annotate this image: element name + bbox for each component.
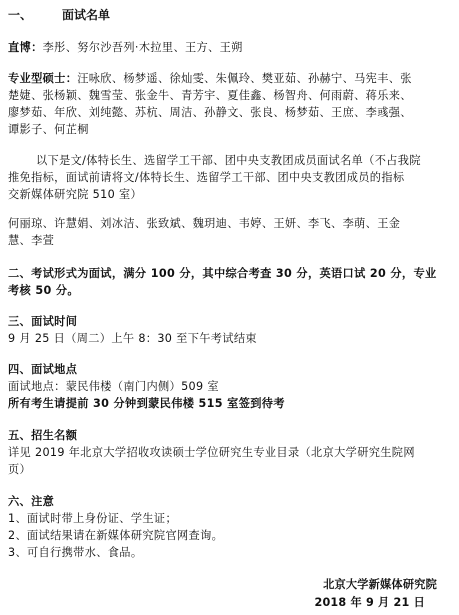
professional-master-names-line: 楚婕、张杨颖、魏雪莹、张金牛、青芳宇、夏佳鑫、杨智舟、何雨蔚、蒋乐来、 <box>8 89 412 102</box>
section5-title: 五、招生名额 <box>8 429 78 442</box>
direct-phd-names: 李彤、努尔沙吾列·木拉里、王方、王朔 <box>42 41 243 54</box>
notice-item: 1、面试时带上身份证、学生证； <box>8 512 177 525</box>
exempt-note-line: 交新媒体研究院 510 室） <box>8 188 143 201</box>
section5-line: 页） <box>8 463 32 476</box>
section1-title: 面试名单 <box>62 8 111 22</box>
direct-phd-label: 直博： <box>8 41 43 54</box>
signature-org: 北京大学新媒体研究院 <box>323 578 437 591</box>
exempt-names-line: 慧、李萱 <box>8 234 55 247</box>
professional-master-names-line: 廖梦茹、年欣、刘纯懿、苏杭、周洁、孙静文、张良、杨梦茹、王庶、李彧强、 <box>8 106 412 119</box>
signature-date: 2018 年 9 月 21 日 <box>314 596 425 609</box>
professional-master-line <box>8 71 412 86</box>
professional-master-label: 专业型硕士： <box>8 72 78 85</box>
exempt-note-line: 以下是文/体特长生、选留学工干部、团中央支教团成员面试名单（不占我院 <box>36 154 421 167</box>
section3-title: 三、面试时间 <box>8 315 78 328</box>
section1-heading <box>8 6 110 23</box>
section3-body: 9 月 25 日（周二）上午 8：30 至下午考试结束 <box>8 332 257 345</box>
section2-title: 二、考试形式为面试，满分 100 分，其中综合考查 30 分，英语口试 20 分，专业 <box>8 267 437 280</box>
section2-title-cont: 考核 50 分。 <box>8 284 79 297</box>
notice-item: 2、面试结果请在新媒体研究院官网查询。 <box>8 529 224 542</box>
notice-item: 3、可自行携带水、食品。 <box>8 546 143 559</box>
section4-notice: 所有考生请提前 30 分钟到蒙民伟楼 515 室签到待考 <box>8 397 285 410</box>
section4-title: 四、面试地点 <box>8 363 78 376</box>
section6-title: 六、注意 <box>8 495 55 508</box>
direct-phd-line <box>8 40 243 55</box>
section1-number: 一、 <box>8 8 33 22</box>
exempt-names-line: 何丽琼、许慧娟、刘冰洁、张致斌、魏玥迪、韦婷、王妍、李飞、李萌、王金 <box>8 217 401 230</box>
professional-master-names-line: 汪咏欣、杨梦遥、徐灿雯、朱佩玲、樊亚茹、孙赫宁、马宪丰、张 <box>77 72 412 85</box>
section5-line: 详见 2019 年北京大学招收攻读硕士学位研究生专业目录（北京大学研究生院网 <box>8 446 415 459</box>
professional-master-names-line: 谭影子、何芷桐 <box>8 123 89 136</box>
section4-body: 面试地点：蒙民伟楼（南门内侧）509 室 <box>8 380 219 393</box>
exempt-note-line: 推免指标，面试前请将文/体特长生、选留学工干部、团中央支教团成员的指标 <box>8 171 405 184</box>
